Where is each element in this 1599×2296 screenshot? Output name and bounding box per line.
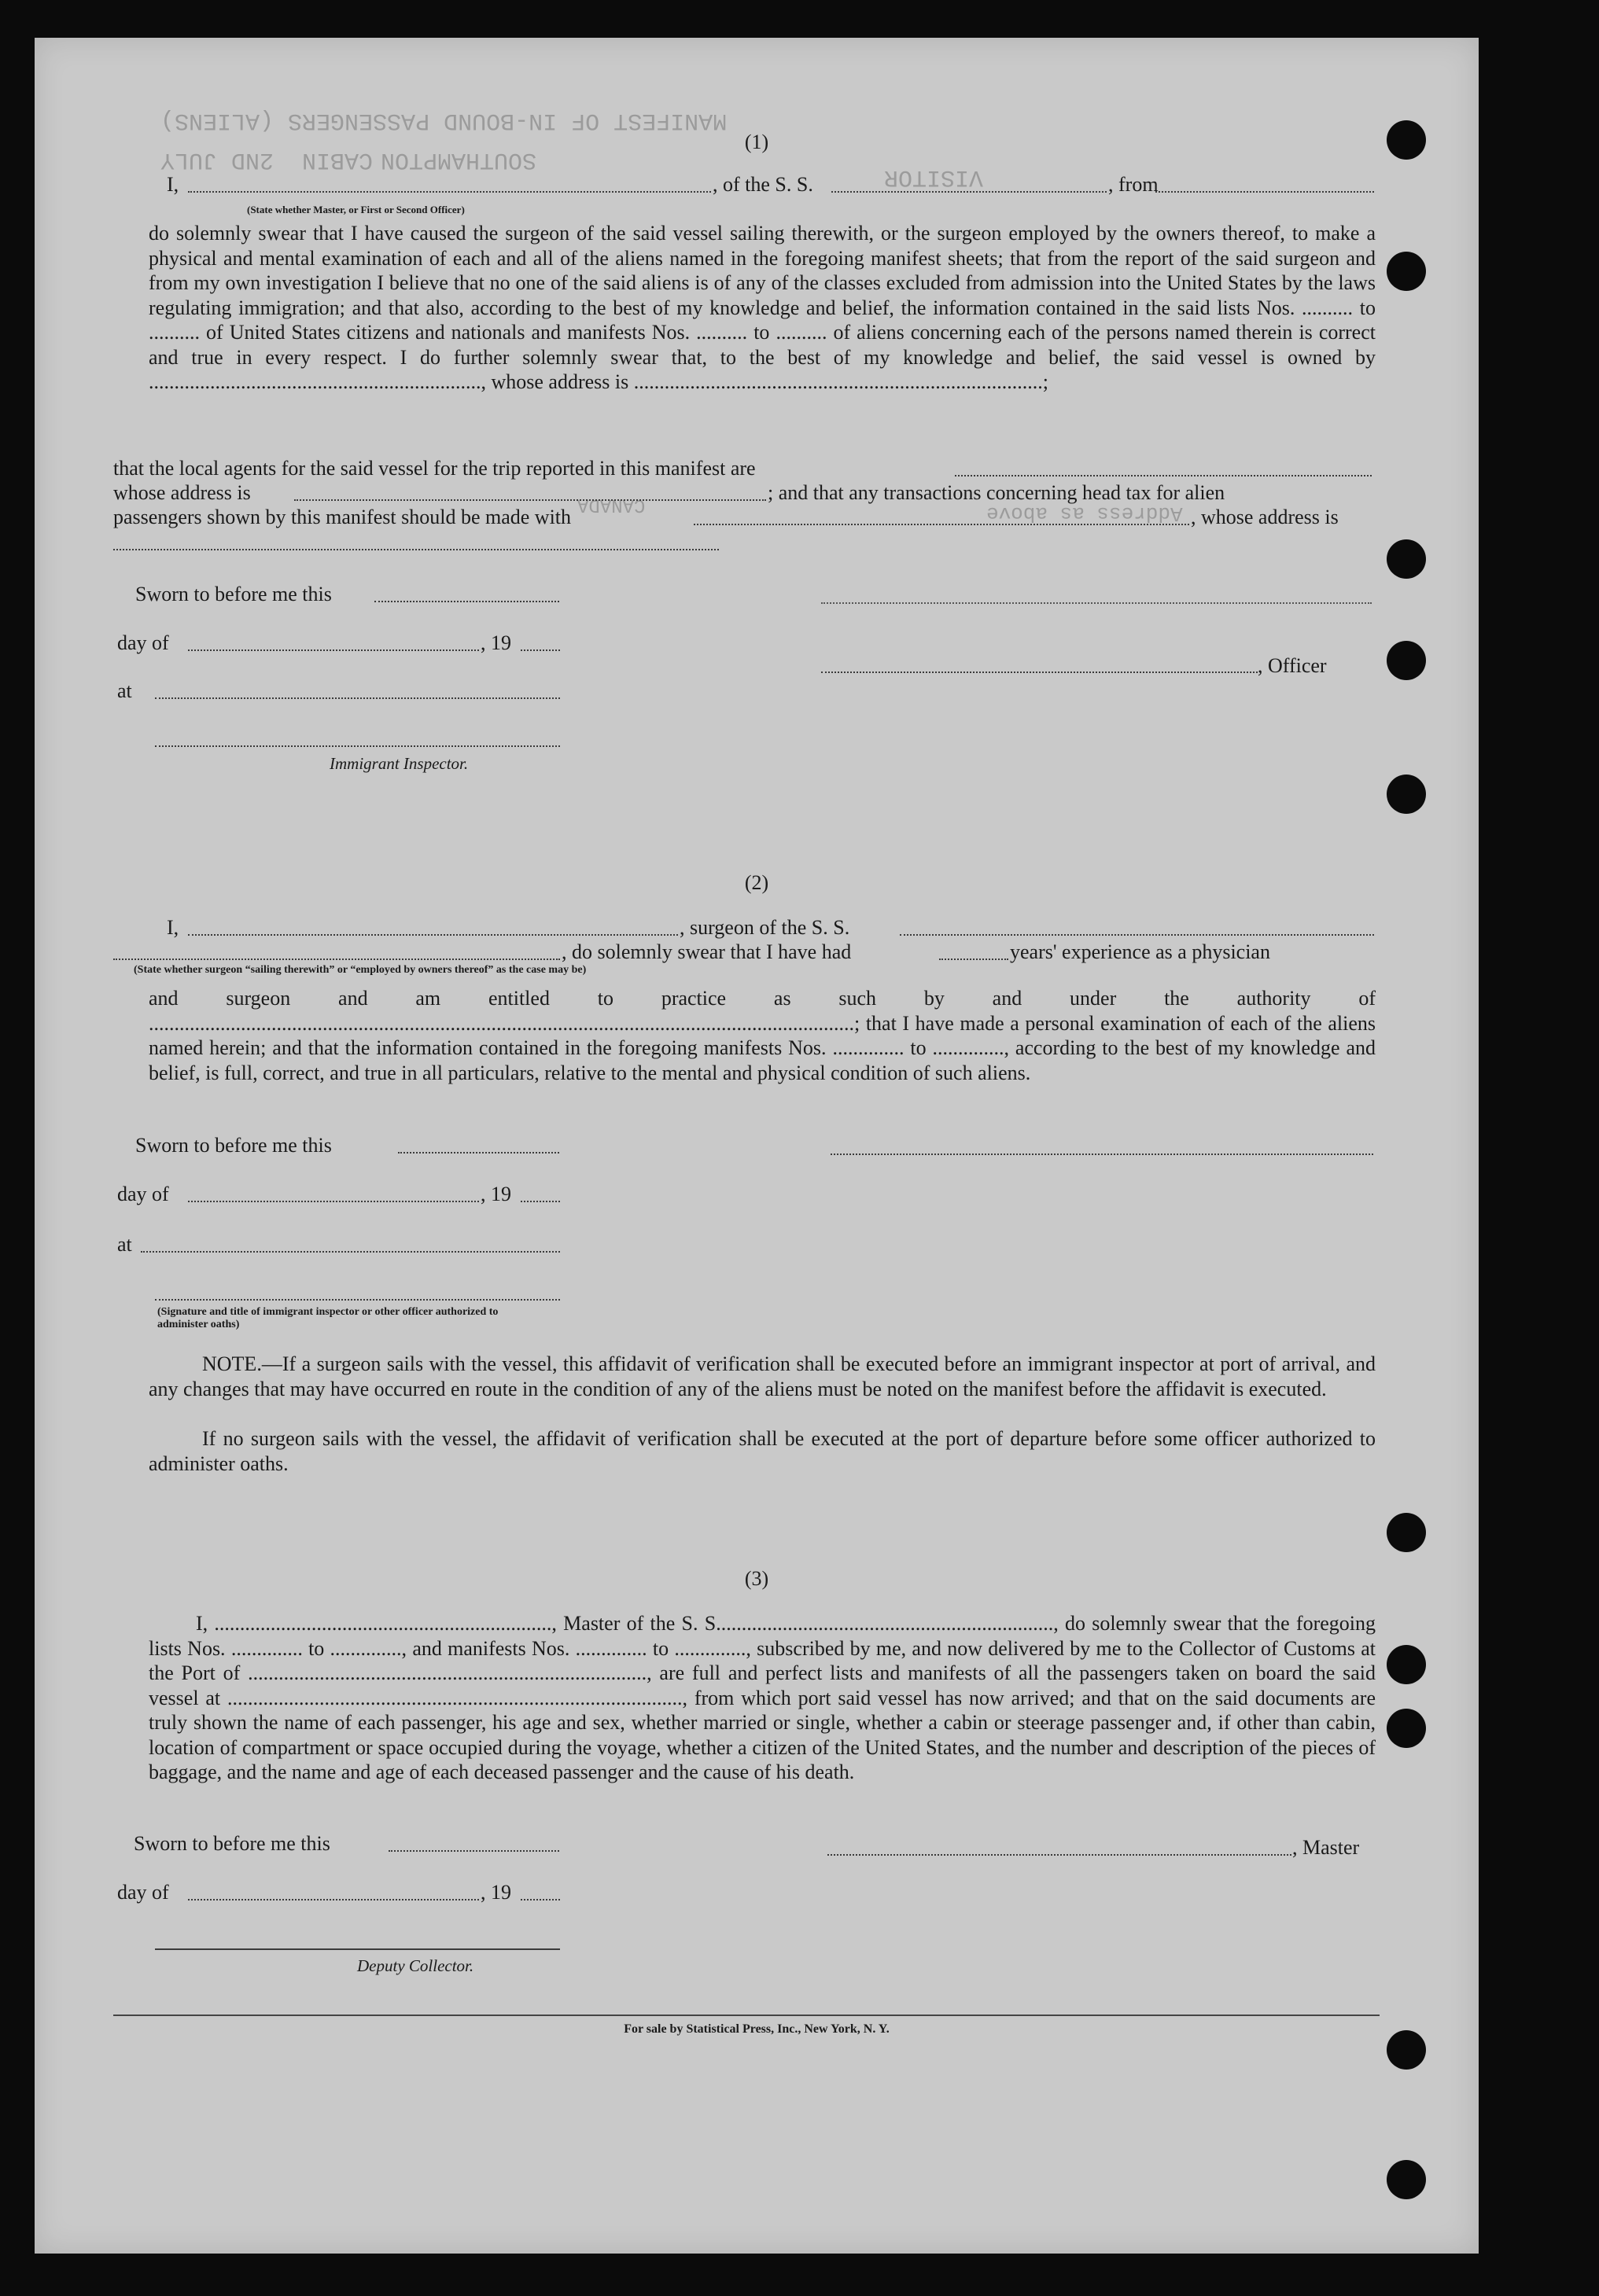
section3-number: (3) [744, 1567, 769, 1590]
collector-label: Deputy Collector. [357, 1956, 474, 1975]
whose-address-label: whose address is [113, 481, 251, 504]
punch-hole [1387, 1645, 1426, 1684]
sworn-label-1: Sworn to before me this [135, 583, 332, 605]
punch-hole [1387, 1709, 1426, 1748]
officer-label: , Officer [1258, 654, 1327, 677]
punch-hole [1387, 1513, 1426, 1552]
years-experience-label: years' experience as a physician [1010, 940, 1270, 963]
sworn-day-field-1[interactable] [374, 601, 559, 602]
section1-number: (1) [744, 131, 769, 153]
sworn-day-field-2[interactable] [398, 1152, 559, 1154]
punch-hole [1387, 120, 1426, 160]
officer-signature-field[interactable] [821, 672, 1258, 673]
vessel-name-field[interactable] [831, 191, 1107, 193]
bleed-through-title: MANIFEST OF IN-BOUND PASSENGERS (ALIENS) [160, 107, 728, 134]
section1-body: do solemnly swear that I have caused the surgeon of the said vessel sailing therewith, or the surgeon employed by the owners thereof, to make a physical and mental examination of each and all of the aliens named in the foregoing manifest sheets; that from the report of the said surgeon and from my own investigation I believe that no one of the said aliens is of any of the classes excluded from admission into the United States by the laws regulating immigration; and that also, according to the best of my knowledge and belief, the information contained in the said lists Nos. .......... to .......... of United States citizens and nationals and manifests Nos. .......... to .......... of aliens concerning each of the persons named therein is correct and true in every respect. I do further solemnly swear that, to the best of my knowledge and belief, the said vessel is owned by ................................................................., whose address is ................................................................................; [149, 222, 1376, 393]
signature-note: (Signature and title of immigrant inspector or other officer authorized to administer oaths) [157, 1306, 499, 1330]
surgeon-signature-field[interactable] [831, 1154, 1373, 1155]
at-place-field-1[interactable] [155, 697, 560, 699]
at-label-1: at [117, 679, 132, 702]
master-signature-field[interactable] [827, 1854, 1291, 1856]
at-label-2: at [117, 1233, 132, 1256]
manifest-page [35, 38, 1479, 2254]
section1-i: I, [167, 173, 179, 196]
head-tax-agent-field[interactable] [694, 524, 1189, 525]
bleed-through-port: SOUTHAMPTON [381, 146, 537, 173]
section2-number: (2) [744, 871, 769, 894]
note-paragraph-2: If no surgeon sails with the vessel, the affidavit of verification shall be executed at the port of departure before some officer authorized to administer oaths. [149, 1427, 1376, 1475]
inspector-signature-field[interactable] [155, 745, 560, 747]
printer-footer: For sale by Statistical Press, Inc., New York, N. Y. [624, 2022, 890, 2036]
year-prefix-2: , 19 [481, 1183, 511, 1205]
agents-line: that the local agents for the said vessel for the trip reported in this manifest are [113, 457, 756, 480]
bleed-through-canada: CANADA [577, 494, 646, 515]
year-prefix-1: , 19 [481, 631, 511, 654]
punch-hole [1387, 2160, 1426, 2199]
surgeon-note: (State whether surgeon “sailing therewith” or “employed by owners thereof” as the case may be) [134, 964, 587, 976]
year-field-3[interactable] [521, 1899, 560, 1900]
officer-note: (State whether Master, or First or Second Officer) [247, 204, 465, 215]
section3-body: I, .................................................................., Master of the S. S.................................................................., do solemnly swear that the foregoing lists Nos. .............. to .............., and manifests Nos. .............. to .............., subscribed by me, and now delivered by me to the Collector of Customs at the Port of .............................................................................., are full and perfect lists and manifests of all the passengers taken on board the said vessel at ........................................................................................., from which port said vessel has now arrived; and that on the said documents are truly shown the name of each passenger, his age and sex, whether married or single, whether a cabin or steerage passenger and, if other than cabin, location of compartment or space occupied during the voyage, whether a citizen of the United States, and the number and description of the pieces of baggage, and the name and age of each deceased passenger and the cause of his death. [149, 1612, 1376, 1783]
punch-hole [1387, 775, 1426, 814]
do-swear-label: , do solemnly swear that I have had [562, 940, 852, 963]
at-place-field-2[interactable] [141, 1251, 560, 1253]
punch-hole [1387, 2030, 1426, 2070]
passengers-line: passengers shown by this manifest should be made with [113, 506, 572, 528]
sworn-day-field-3[interactable] [389, 1850, 559, 1852]
surgeon-name-field[interactable] [188, 934, 678, 936]
inspector-label: Immigrant Inspector. [330, 754, 469, 773]
day-of-label-2: day of [117, 1183, 169, 1205]
of-ss-label: , of the S. S. [713, 173, 813, 196]
year-field-2[interactable] [521, 1201, 560, 1202]
bleed-through-address: Address as above [986, 502, 1183, 525]
note-paragraph-1: NOTE.—If a surgeon sails with the vessel, this affidavit of verification shall be executed before an immigrant inspector at port of arrival, and any changes that may have occurred en route in the condition of any of the aliens must be noted on the manifest before the affidavit is executed. [149, 1352, 1376, 1400]
punch-hole [1387, 641, 1426, 680]
bleed-through-vessel: VISITOR [884, 164, 984, 190]
bleed-through-cabin: CABIN [302, 146, 374, 173]
year-field-1[interactable] [521, 649, 560, 651]
whose-address-label-2: , whose address is [1191, 506, 1339, 528]
head-tax-address-field[interactable] [113, 549, 719, 550]
collector-signature-field[interactable] [155, 1948, 560, 1950]
surgeon-status-field[interactable] [113, 959, 560, 960]
punch-hole [1387, 539, 1426, 579]
section2-i: I, [167, 916, 179, 939]
month-field-1[interactable] [188, 649, 479, 651]
surgeon-vessel-field[interactable] [900, 934, 1374, 936]
agents-address-field[interactable] [294, 499, 766, 501]
day-of-label-1: day of [117, 631, 169, 654]
day-of-label-3: day of [117, 1881, 169, 1904]
bleed-through-date: 2ND JULY [160, 146, 274, 173]
from-label: , from [1108, 173, 1159, 196]
month-field-2[interactable] [188, 1201, 479, 1202]
section2-body: and surgeon and am entitled to practice as such by and under the authority of ..........................................................................................................................................; that I have made a personal examination of each of the aliens named herein; and that the information contained in the foregoing manifests Nos. .............. to .............., according to the best of my knowledge and belief, is full, correct, and true in all particulars, relative to the mental and physical condition of such aliens. [149, 987, 1376, 1084]
footer-rule [113, 2015, 1380, 2016]
official-signature-field[interactable] [155, 1299, 560, 1301]
surgeon-of-label: , surgeon of the S. S. [680, 916, 850, 939]
agents-field[interactable] [955, 475, 1372, 476]
officer-name-field[interactable] [188, 191, 711, 193]
from-port-field[interactable] [1155, 191, 1374, 193]
transactions-line: ; and that any transactions concerning head tax for alien [768, 481, 1225, 504]
sworn-label-3: Sworn to before me this [134, 1832, 330, 1855]
years-field[interactable] [939, 959, 1008, 960]
sworn-label-2: Sworn to before me this [135, 1134, 332, 1157]
year-prefix-3: , 19 [481, 1881, 511, 1904]
master-label: , Master [1292, 1836, 1360, 1859]
officer-top-line [821, 602, 1372, 604]
punch-hole [1387, 252, 1426, 291]
month-field-3[interactable] [188, 1899, 479, 1900]
